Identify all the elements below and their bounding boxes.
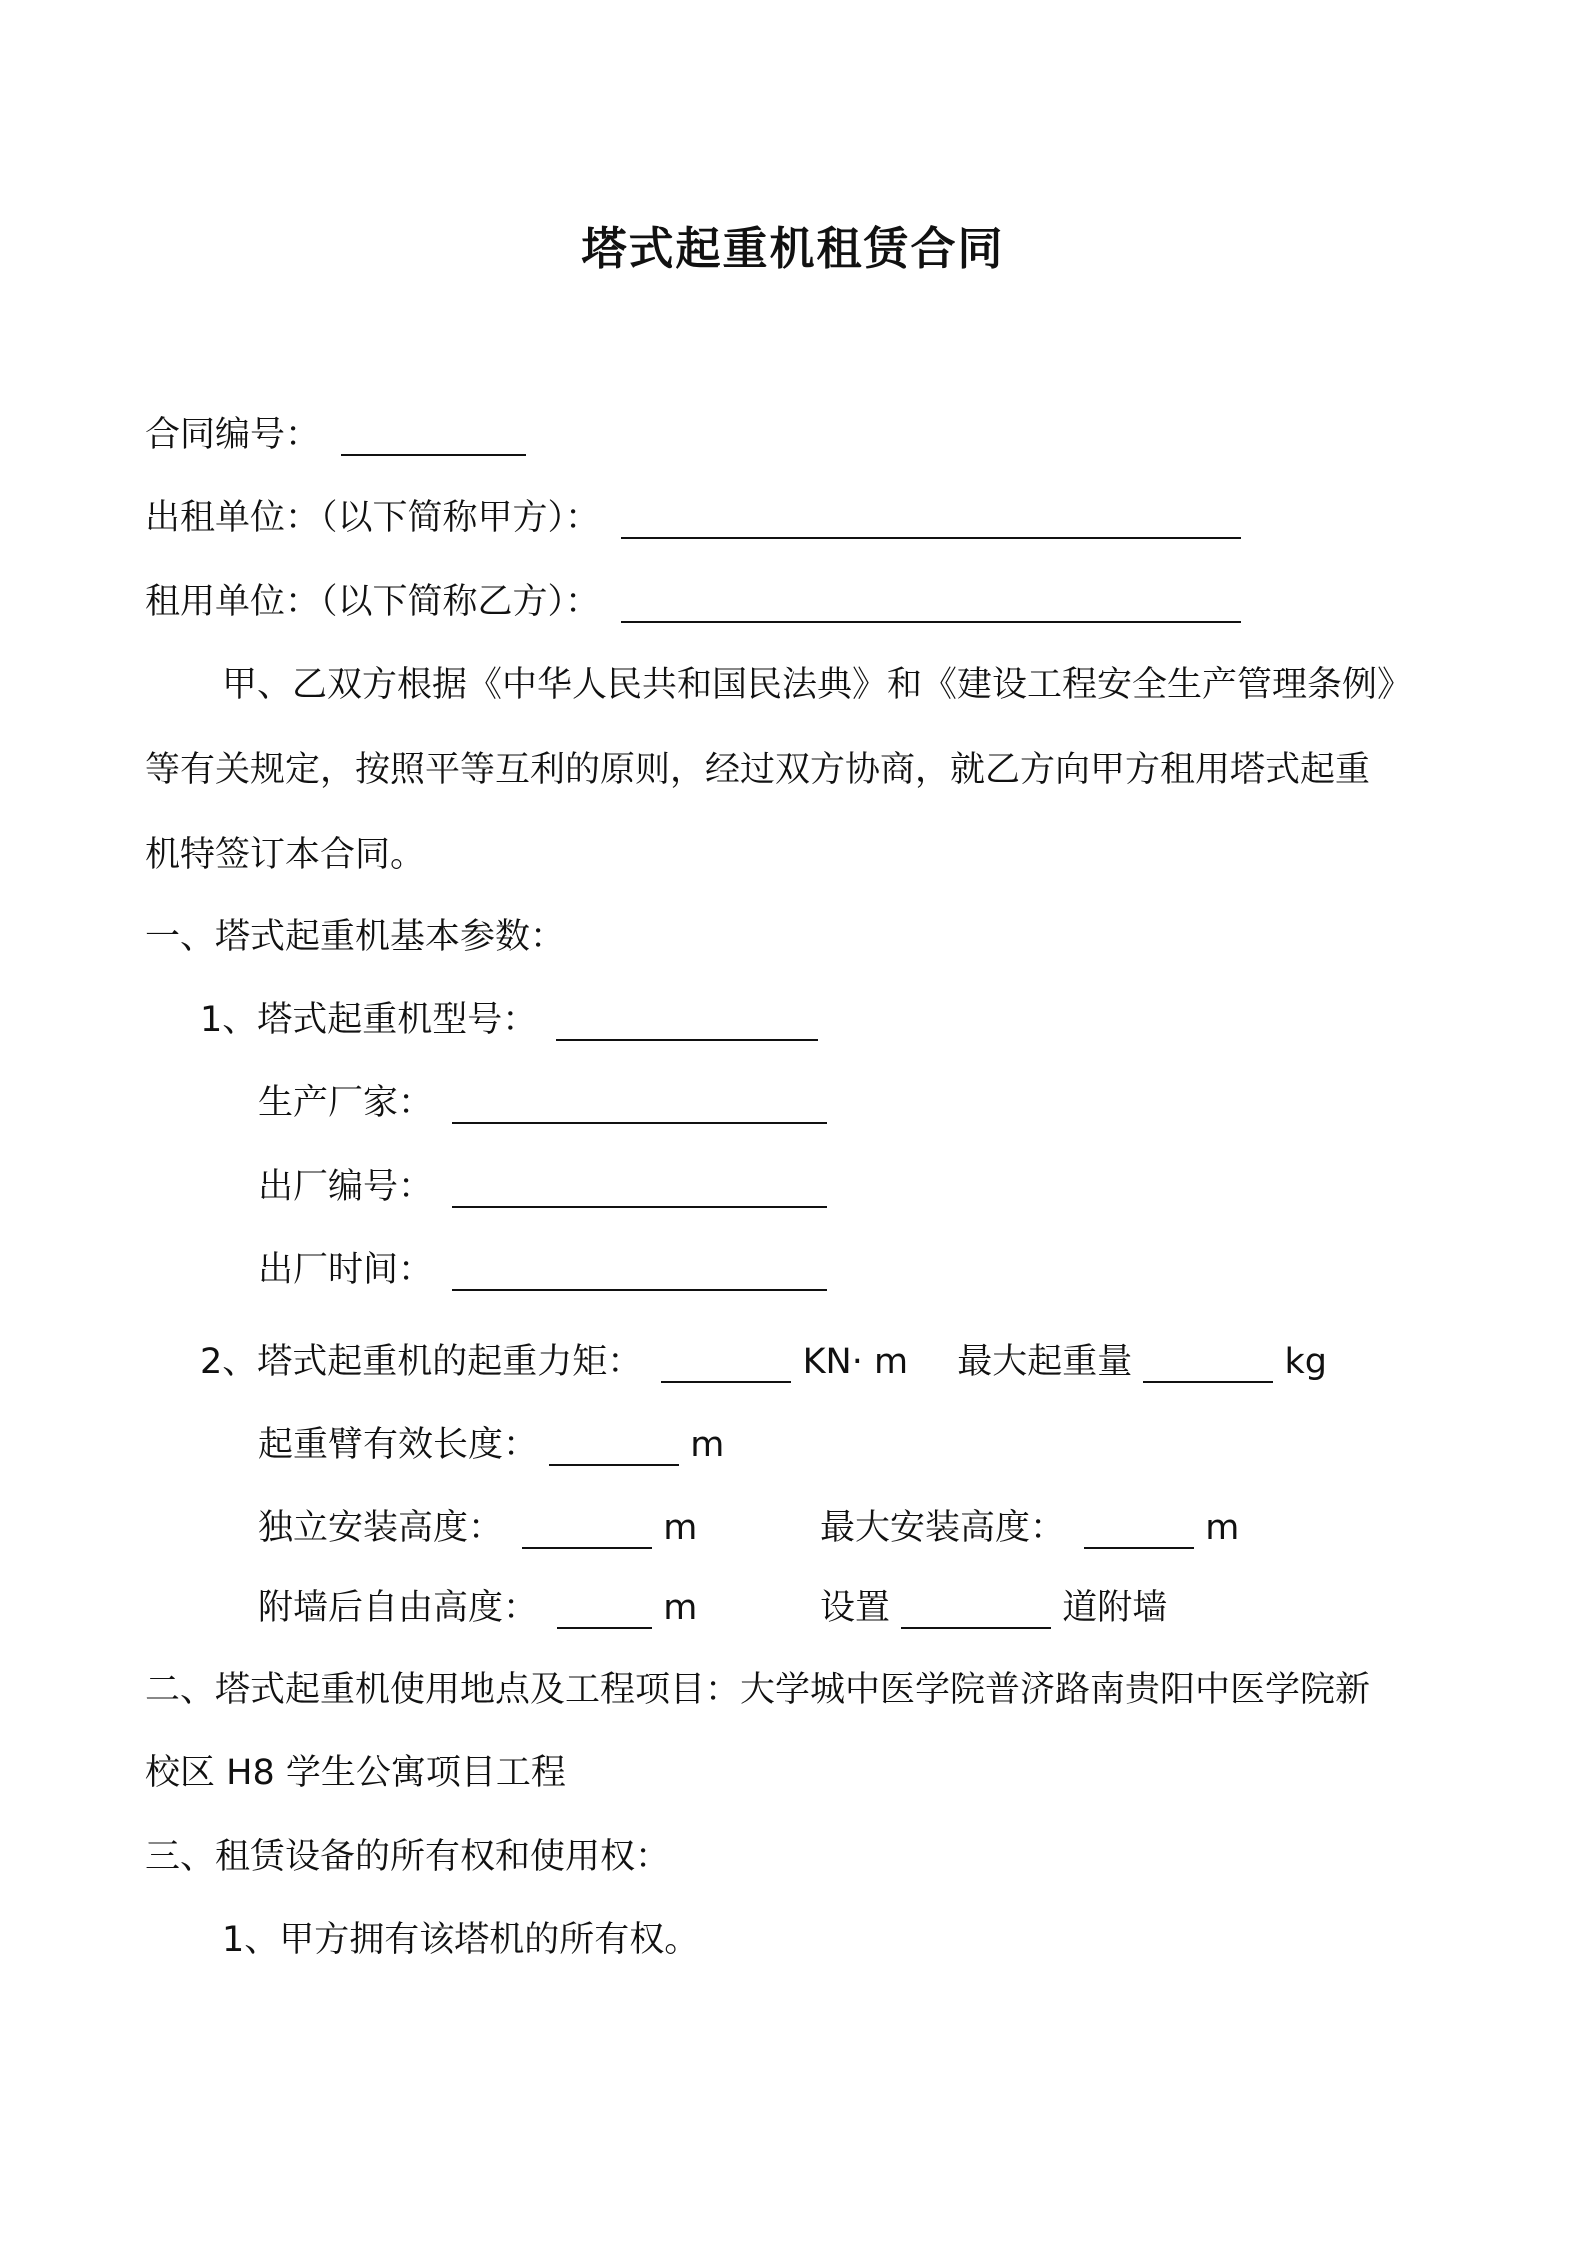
tie-height-row bbox=[258, 1583, 697, 1633]
model-row bbox=[200, 995, 818, 1045]
model-label: 1、塔式起重机型号： bbox=[200, 1000, 538, 1040]
maker-row bbox=[258, 1078, 827, 1128]
model-field[interactable] bbox=[556, 999, 818, 1041]
torque-row bbox=[200, 1337, 1327, 1387]
section3-heading: 三、租赁设备的所有权和使用权： bbox=[145, 1837, 671, 1877]
free-height-field[interactable] bbox=[522, 1507, 652, 1549]
intro-line-2: 等有关规定，按照平等互利的原则，经过双方协商，就乙方向甲方租用塔式起重 bbox=[145, 750, 1371, 790]
tie-count-label: 设置 bbox=[820, 1588, 891, 1628]
section1-heading: 一、塔式起重机基本参数： bbox=[145, 917, 566, 957]
contract-number-row bbox=[145, 410, 526, 460]
free-height-unit: m bbox=[663, 1508, 698, 1548]
max-height-row bbox=[820, 1503, 1239, 1553]
maker-label: 生产厂家： bbox=[258, 1083, 434, 1123]
lessee-row bbox=[145, 577, 1241, 627]
serial-row bbox=[258, 1162, 827, 1212]
section2-line-2: 校区 H8 学生公寓项目工程 bbox=[145, 1753, 566, 1793]
intro-line-1: 甲、乙双方根据《中华人民共和国民法典》和《建设工程安全生产管理条例》 bbox=[222, 665, 1413, 705]
lessor-field[interactable] bbox=[621, 497, 1241, 539]
max-height-unit: m bbox=[1205, 1508, 1240, 1548]
max-load-unit: kg bbox=[1284, 1342, 1327, 1382]
tie-count-unit: 道附墙 bbox=[1062, 1588, 1168, 1628]
boom-field[interactable] bbox=[549, 1424, 679, 1466]
contract-number-label: 合同编号： bbox=[145, 415, 321, 455]
max-height-label: 最大安装高度： bbox=[820, 1508, 1066, 1548]
lessor-row bbox=[145, 493, 1241, 543]
tie-count-field[interactable] bbox=[901, 1587, 1051, 1629]
free-height-label: 独立安装高度： bbox=[258, 1508, 504, 1548]
contract-number-field[interactable] bbox=[341, 414, 526, 456]
max-load-label: 最大起重量 bbox=[957, 1342, 1133, 1382]
lessee-field[interactable] bbox=[621, 581, 1241, 623]
section2-line-1: 二、塔式起重机使用地点及工程项目：大学城中医学院普济路南贵阳中医学院新 bbox=[145, 1670, 1371, 1710]
max-height-field[interactable] bbox=[1084, 1507, 1194, 1549]
date-label: 出厂时间： bbox=[258, 1250, 434, 1290]
boom-label: 起重臂有效长度： bbox=[258, 1425, 539, 1465]
serial-label: 出厂编号： bbox=[258, 1167, 434, 1207]
torque-label: 2、塔式起重机的起重力矩： bbox=[200, 1342, 643, 1382]
serial-field[interactable] bbox=[452, 1166, 827, 1208]
boom-unit: m bbox=[690, 1425, 725, 1465]
lessor-label: 出租单位：（以下简称甲方）： bbox=[145, 498, 601, 538]
section3-item-1: 1、甲方拥有该塔机的所有权。 bbox=[222, 1920, 700, 1960]
torque-field[interactable] bbox=[661, 1341, 791, 1383]
free-height-row bbox=[258, 1503, 697, 1553]
tie-count-row bbox=[820, 1583, 1167, 1633]
tie-height-label: 附墙后自由高度： bbox=[258, 1588, 539, 1628]
tie-height-field[interactable] bbox=[557, 1587, 652, 1629]
torque-unit: KN· m bbox=[802, 1342, 909, 1382]
page-title: 塔式起重机租赁合同 bbox=[581, 222, 1005, 275]
tie-height-unit: m bbox=[663, 1588, 698, 1628]
lessee-label: 租用单位：（以下简称乙方）： bbox=[145, 582, 601, 622]
intro-line-3: 机特签订本合同。 bbox=[145, 835, 426, 875]
maker-field[interactable] bbox=[452, 1082, 827, 1124]
date-row bbox=[258, 1245, 827, 1295]
boom-row bbox=[258, 1420, 724, 1470]
date-field[interactable] bbox=[452, 1249, 827, 1291]
max-load-field[interactable] bbox=[1143, 1341, 1273, 1383]
